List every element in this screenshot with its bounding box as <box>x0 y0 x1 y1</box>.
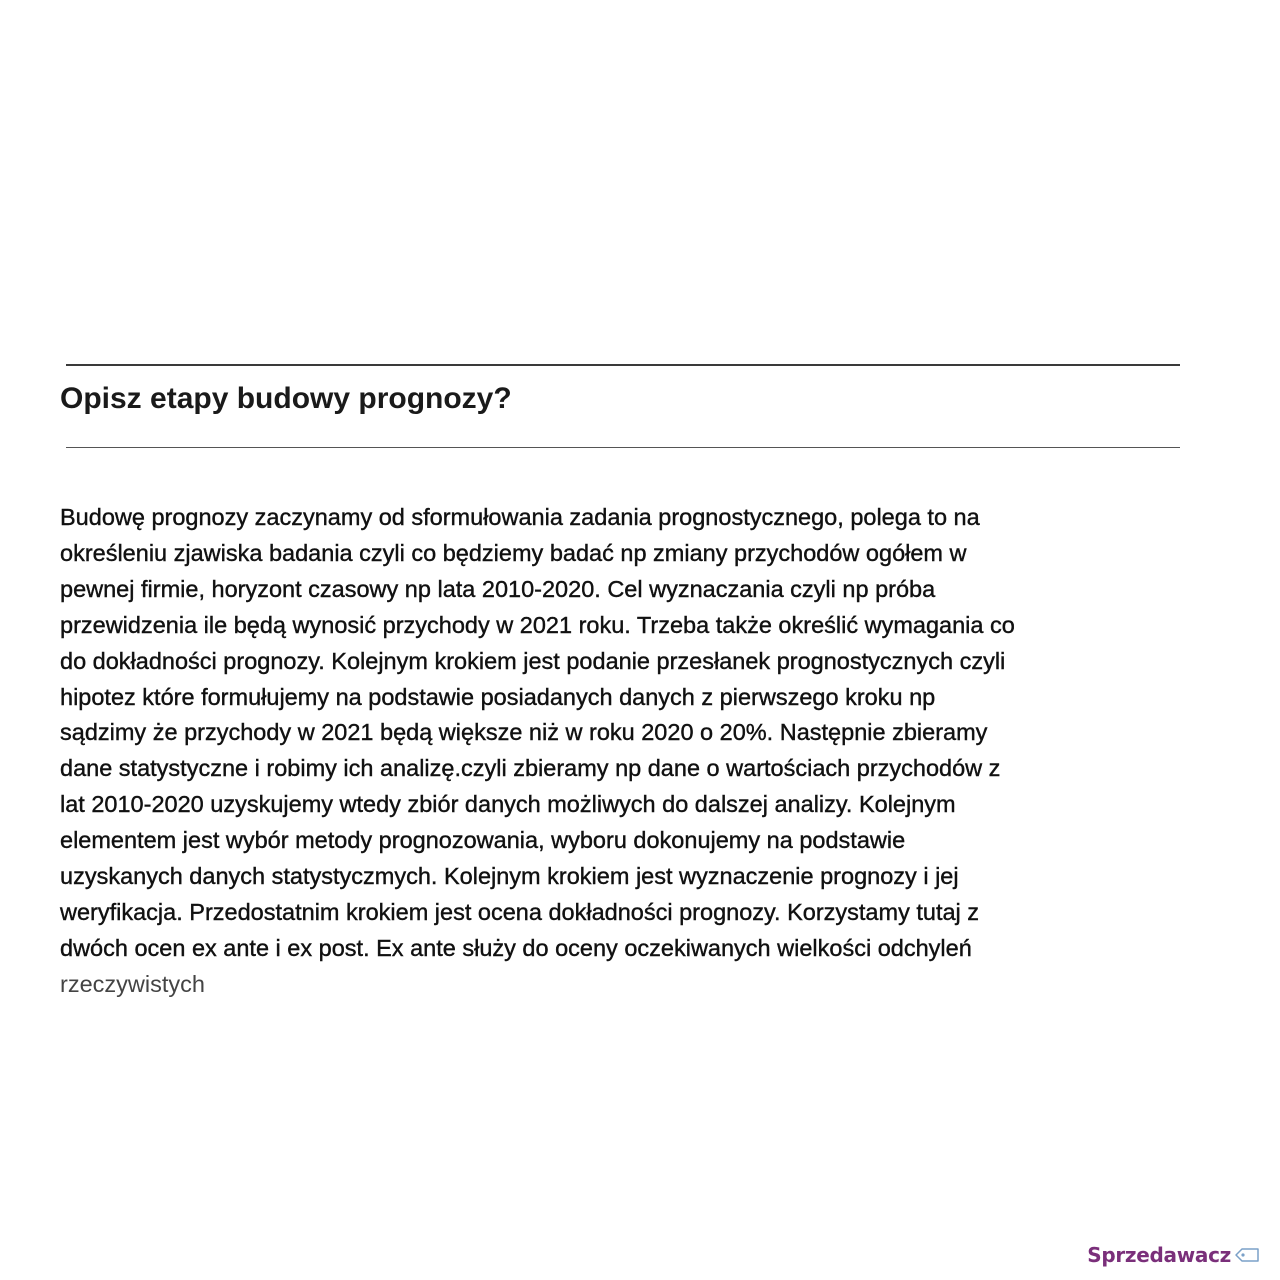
text-line: dwóch ocen ex ante i ex post. Ex ante służy do oceny oczekiwanych wielkości odchyleń <box>60 934 972 961</box>
text-line: dane statystyczne i robimy ich analizę.czyli zbieramy np dane o wartościach przychodów z <box>60 755 1001 782</box>
text-line: weryfikacja. Przedostatnim krokiem jest ocena dokładności prognozy. Korzystamy tutaj z <box>60 898 980 925</box>
text-line: hipotez które formułujemy na podstawie posiadanych danych z pierwszego kroku np <box>60 683 936 710</box>
price-tag-icon <box>1234 1247 1260 1263</box>
text-line: uzyskanych danych statystyczmych. Kolejnym krokiem jest wyznaczenie prognozy i jej <box>60 863 959 890</box>
watermark-logo <box>1081 1240 1266 1270</box>
text-line: sądzimy że przychody w 2021 będą większe niż w roku 2020 o 20%. Następnie zbieramy <box>60 719 988 746</box>
question-heading: Opisz etapy budowy prognozy? <box>60 382 512 415</box>
text-line: pewnej firmie, horyzont czasowy np lata 2010-2020. Cel wyznaczania czyli np próba <box>60 575 936 602</box>
text-line: lat 2010-2020 uzyskujemy wtedy zbiór danych możliwych do dalszej analizy. Kolejnym <box>60 791 956 818</box>
text-line: rzeczywistych <box>60 970 205 997</box>
bottom-divider <box>66 447 1180 448</box>
text-line: Budowę prognozy zaczynamy od sformułowania zadania prognostycznego, polega to na <box>60 504 980 530</box>
text-line: elementem jest wybór metody prognozowania, wyboru dokonujemy na podstawie <box>60 827 906 854</box>
text-line: do dokładności prognozy. Kolejnym krokiem jest podanie przesłanek prognostycznych czyli <box>60 647 1006 674</box>
top-divider <box>66 364 1180 366</box>
watermark-text: Sprzedawacz <box>1087 1243 1231 1267</box>
text-line: określeniu zjawiska badania czyli co będziemy badać np zmiany przychodów ogółem w <box>60 539 967 566</box>
text-line: przewidzenia ile będą wynosić przychody w 2021 roku. Trzeba także określić wymagania co <box>60 611 1015 638</box>
answer-text <box>60 500 1200 1003</box>
